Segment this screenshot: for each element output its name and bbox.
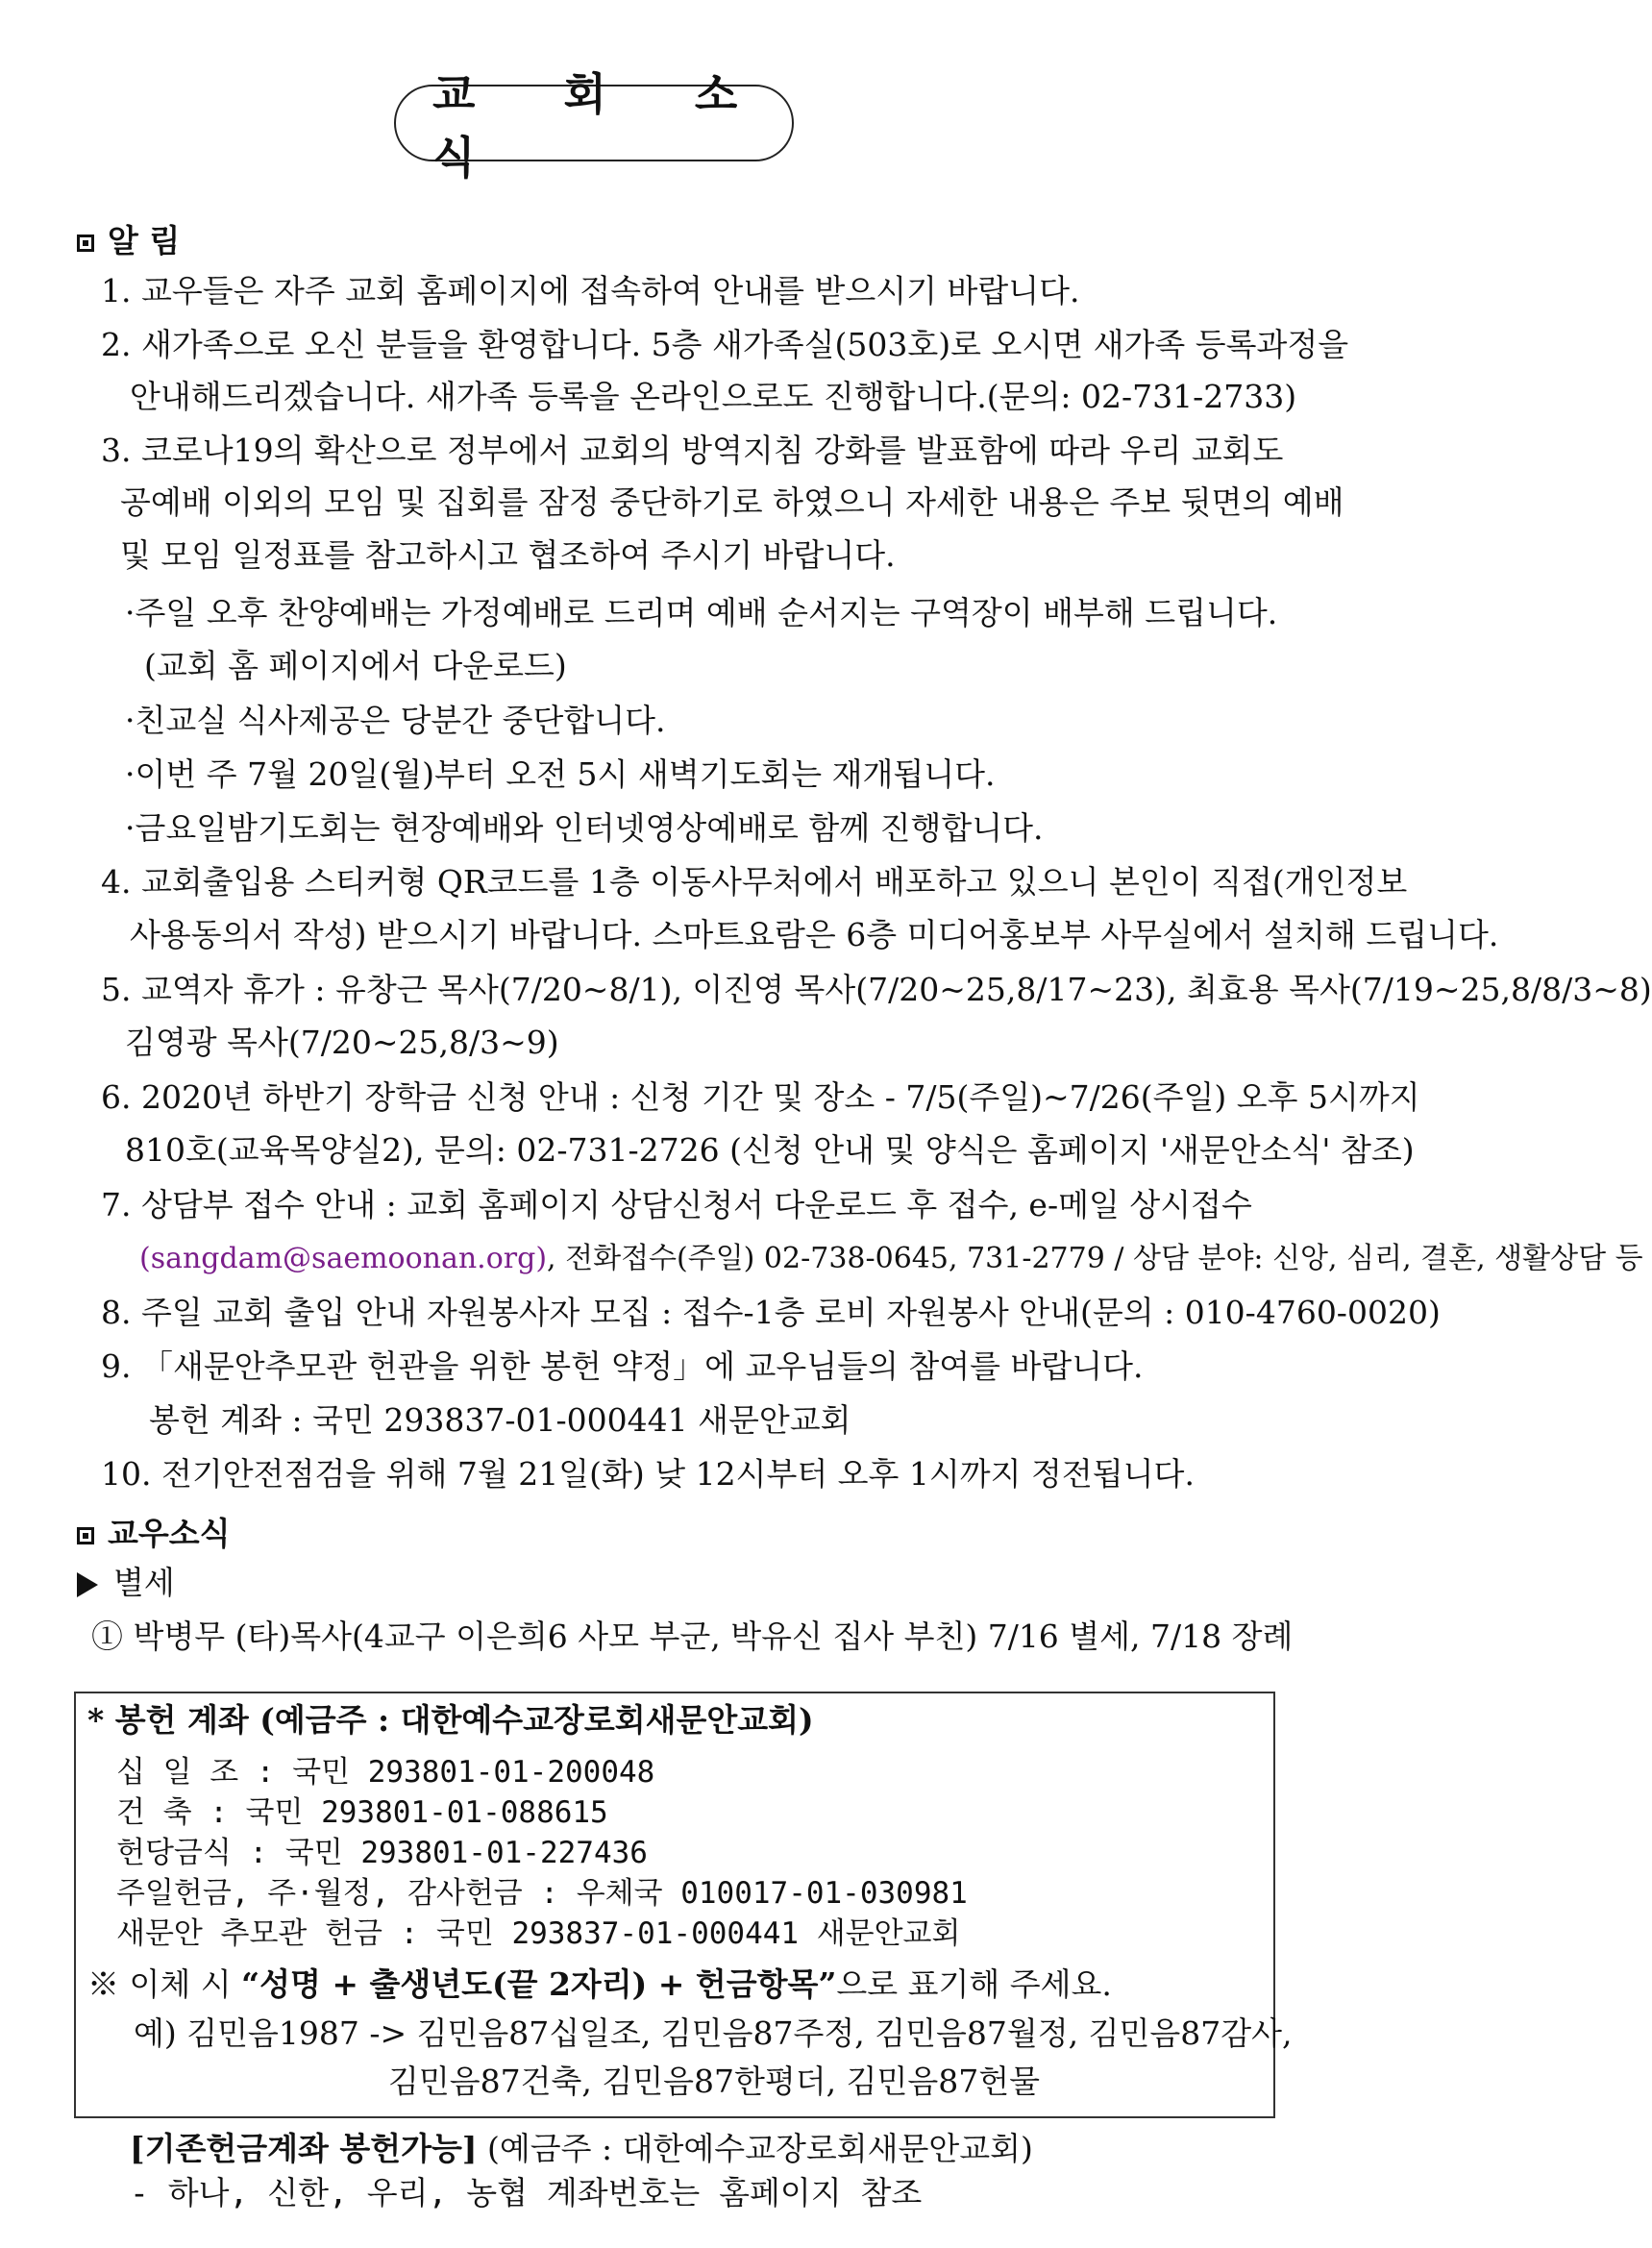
notice-line: 9. 「새문안추모관 헌관을 위한 봉헌 약정」에 교우님들의 참여를 바랍니다.: [101, 1347, 1144, 1385]
notices-heading: 알 림: [77, 216, 180, 261]
page-title: 교 회 소 식: [432, 68, 775, 184]
members-news-heading: 교우소식: [77, 1509, 231, 1554]
members-news-line: ① 박병무 (타)목사(4교구 이은희6 사모 부군, 박유신 집사 부친) 7/16 별세, 7/18 장례: [91, 1618, 1294, 1655]
notice-line: 7. 상담부 접수 안내 : 교회 홈페이지 상담신청서 다운로드 후 접수, e-메일 상시접수: [101, 1186, 1252, 1223]
offering-heading: * 봉헌 계좌 (예금주 : 대한예수교장로회새문안교회): [87, 1701, 814, 1739]
notice-line: 사용동의서 작성) 받으시기 바랍니다. 스마트요람은 6층 미디어홍보부 사무실에서 설치해 드립니다.: [130, 916, 1499, 953]
notice-line: 및 모임 일정표를 참고하시고 협조하여 주시기 바랍니다.: [120, 536, 896, 574]
notice-line: ·주일 오후 찬양예배는 가정예배로 드리며 예배 순서지는 구역장이 배부해 드립니다.: [125, 594, 1278, 631]
notice-line: 공예배 이외의 모임 및 집회를 잠정 중단하기로 하였으니 자세한 내용은 주보 뒷면의 예배: [120, 483, 1344, 521]
notice-line: (교회 홈 페이지에서 다운로드): [144, 647, 567, 684]
notice-line: 4. 교회출입용 스티커형 QR코드를 1층 이동사무처에서 배포하고 있으니 본인이 직접(개인정보: [101, 863, 1408, 901]
footer-line: [기존헌금계좌 봉헌가능] (예금주 : 대한예수교장로회새문안교회): [130, 2130, 1033, 2167]
members-news-subheading: 별세: [77, 1564, 175, 1602]
existing-accounts-label: [기존헌금계좌 봉헌가능]: [130, 2130, 478, 2167]
notice-line: 봉헌 계좌 : 국민 293837-01-000441 새문안교회: [149, 1401, 851, 1439]
square-bullet-icon: [77, 235, 94, 252]
notice-line: 안내해드리겠습니다. 새가족 등록을 온라인으로도 진행합니다.(문의: 02-731-2733): [130, 378, 1297, 415]
offering-account-row: 새문안 추모관 헌금 : 국민 293837-01-000441 새문안교회: [116, 1916, 961, 1951]
notice-line: ·친교실 식사제공은 당분간 중단합니다.: [125, 702, 666, 739]
title-box: [394, 68, 794, 184]
notice-line: 810호(교육목양실2), 문의: 02-731-2726 (신청 안내 및 양식은 홈페이지 '새문안소식' 참조): [125, 1131, 1415, 1169]
offering-accounts-box: [74, 1692, 1293, 2118]
notice-line: 김영광 목사(7/20~25,8/3~9): [125, 1024, 559, 1061]
notice-line-contact: [139, 1240, 1643, 1278]
contact-details: , 전화접수(주일) 02-738-0645, 731-2779 / 상담 분야: 신앙, 심리, 결혼, 생활상담 등: [547, 1242, 1643, 1275]
notice-line: 5. 교역자 휴가 : 유창근 목사(7/20~8/1), 이진영 목사(7/20~25,8/17~23), 최효용 목사(7/19~25,8/8/3~8): [101, 971, 1652, 1008]
transfer-note: ※ 이체 시 “성명 + 출생년도(끝 2자리) + 헌금항목”으로 표기해 주세요.: [87, 1965, 1112, 2003]
triangle-bullet-icon: [77, 1572, 98, 1597]
notice-line: 2. 새가족으로 오신 분들을 환영합니다. 5층 새가족실(503호)로 오시면 새가족 등록과정을: [101, 326, 1349, 363]
offering-account-row: 주일헌금, 주·월정, 감사헌금 : 우체국 010017-01-030981: [116, 1876, 968, 1911]
notice-line: 3. 코로나19의 확산으로 정부에서 교회의 방역지침 강화를 발표함에 따라 우리 교회도: [101, 432, 1284, 469]
notice-line: ·금요일밤기도회는 현장예배와 인터넷영상예배로 함께 진행합니다.: [125, 809, 1044, 847]
offering-account-row: 헌당금식 : 국민 293801-01-227436: [116, 1836, 648, 1870]
notice-line: 1. 교우들은 자주 교회 홈페이지에 접속하여 안내를 받으시기 바랍니다.: [101, 272, 1080, 309]
email-link[interactable]: (sangdam@saemoonan.org): [139, 1242, 548, 1275]
offering-account-row: 건 축 : 국민 293801-01-088615: [116, 1795, 608, 1830]
transfer-example: 김민음87건축, 김민음87한평더, 김민음87헌물: [388, 2063, 1040, 2100]
footer-line: - 하나, 신한, 우리, 농협 계좌번호는 홈페이지 참조: [130, 2174, 923, 2211]
offering-account-row: 십 일 조 : 국민 293801-01-200048: [116, 1755, 655, 1790]
notice-line: 6. 2020년 하반기 장학금 신청 안내 : 신청 기간 및 장소 - 7/5(주일)~7/26(주일) 오후 5시까지: [101, 1078, 1420, 1116]
notice-line: 10. 전기안전점검을 위해 7월 21일(화) 낮 12시부터 오후 1시까지 정전됩니다.: [101, 1455, 1195, 1493]
notice-line: 8. 주일 교회 출입 안내 자원봉사자 모집 : 접수-1층 로비 자원봉사 안내(문의 : 010-4760-0020): [101, 1294, 1441, 1331]
notice-line: ·이번 주 7월 20일(월)부터 오전 5시 새벽기도회는 재개됩니다.: [125, 755, 996, 793]
transfer-example: 예) 김민음1987 -> 김민음87십일조, 김민음87주정, 김민음87월정, 김민음87감사,: [134, 2014, 1293, 2052]
transfer-format: “성명 + 출생년도(끝 2자리) + 헌금항목”: [241, 1965, 837, 2003]
square-bullet-icon: [77, 1527, 94, 1544]
